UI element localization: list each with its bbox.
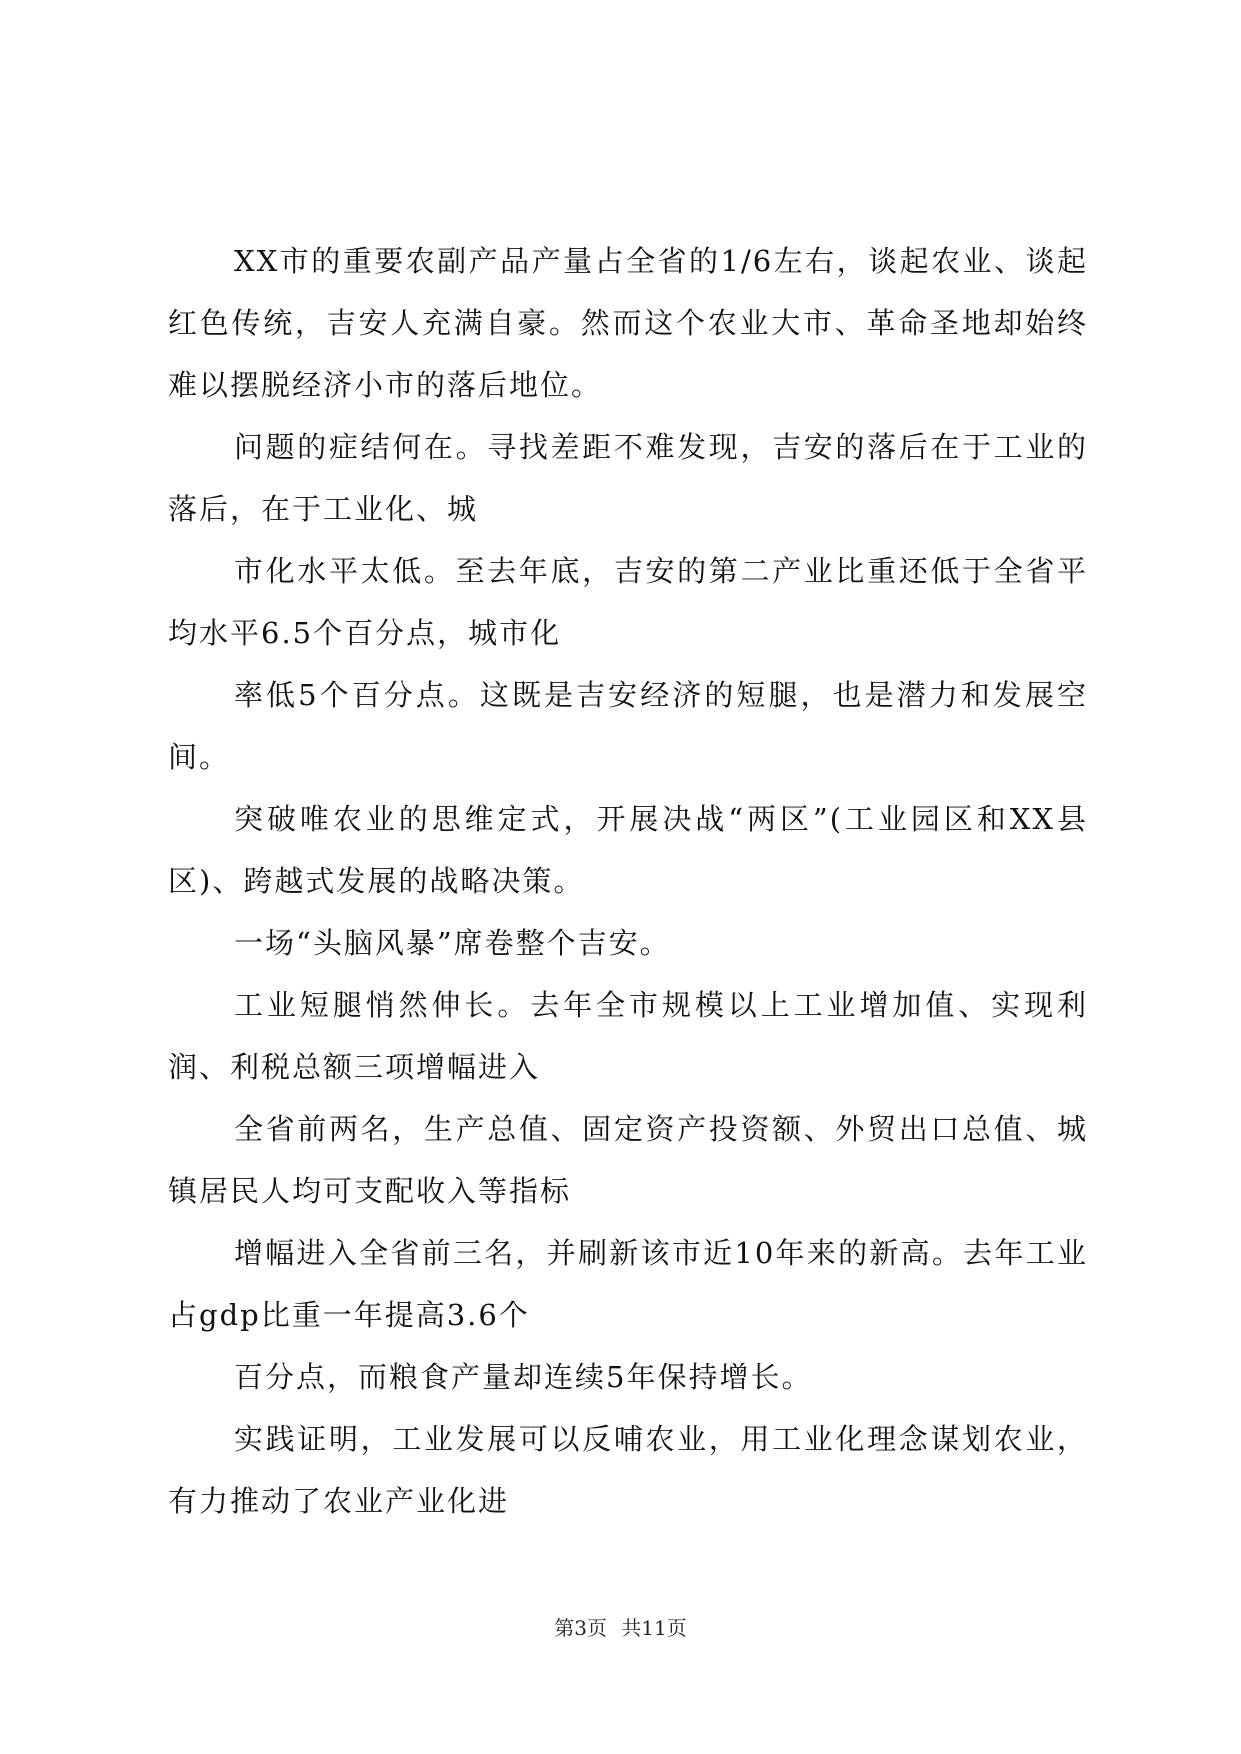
paragraph-7: 工业短腿悄然伸长。去年全市规模以上工业增加值、实现利润、利税总额三项增幅进入 — [168, 988, 1088, 1084]
page-number: 第3页 — [554, 1616, 607, 1640]
paragraph-6: 一场“头脑风暴”席卷整个吉安。 — [234, 926, 671, 960]
paragraph-11: 实践证明，工业发展可以反哺农业，用工业化理念谋划农业，有力推动了农业产业化进 — [168, 1422, 1088, 1518]
paragraph-1: XX市的重要农副产品产量占全省的1/6左右，谈起农业、谈起红色传统，吉安人充满自豪。然而这个农业大市、革命圣地却始终难以摆脱经济小市的落后地位。 — [168, 244, 1088, 402]
paragraph-10: 百分点，而粮食产量却连续5年保持增长。 — [234, 1360, 813, 1394]
paragraph-2: 问题的症结何在。寻找差距不难发现，吉安的落后在于工业的落后，在于工业化、城 — [168, 430, 1088, 526]
paragraph-5: 突破唯农业的思维定式，开展决战“两区”(工业园区和XX县区)、跨越式发展的战略决策。 — [168, 802, 1088, 898]
paragraph-8: 全省前两名，生产总值、固定资产投资额、外贸出口总值、城镇居民人均可支配收入等指标 — [168, 1112, 1088, 1208]
page-total: 共11页 — [621, 1616, 687, 1640]
body-text — [168, 230, 1088, 1532]
paragraph-3: 市化水平太低。至去年底，吉安的第二产业比重还低于全省平均水平6.5个百分点，城市化 — [168, 554, 1088, 650]
paragraph-4: 率低5个百分点。这既是吉安经济的短腿，也是潜力和发展空间。 — [168, 678, 1088, 774]
paragraph-9: 增幅进入全省前三名，并刷新该市近10年来的新高。去年工业占gdp比重一年提高3.6个 — [168, 1236, 1088, 1332]
page-footer — [0, 1612, 1241, 1641]
